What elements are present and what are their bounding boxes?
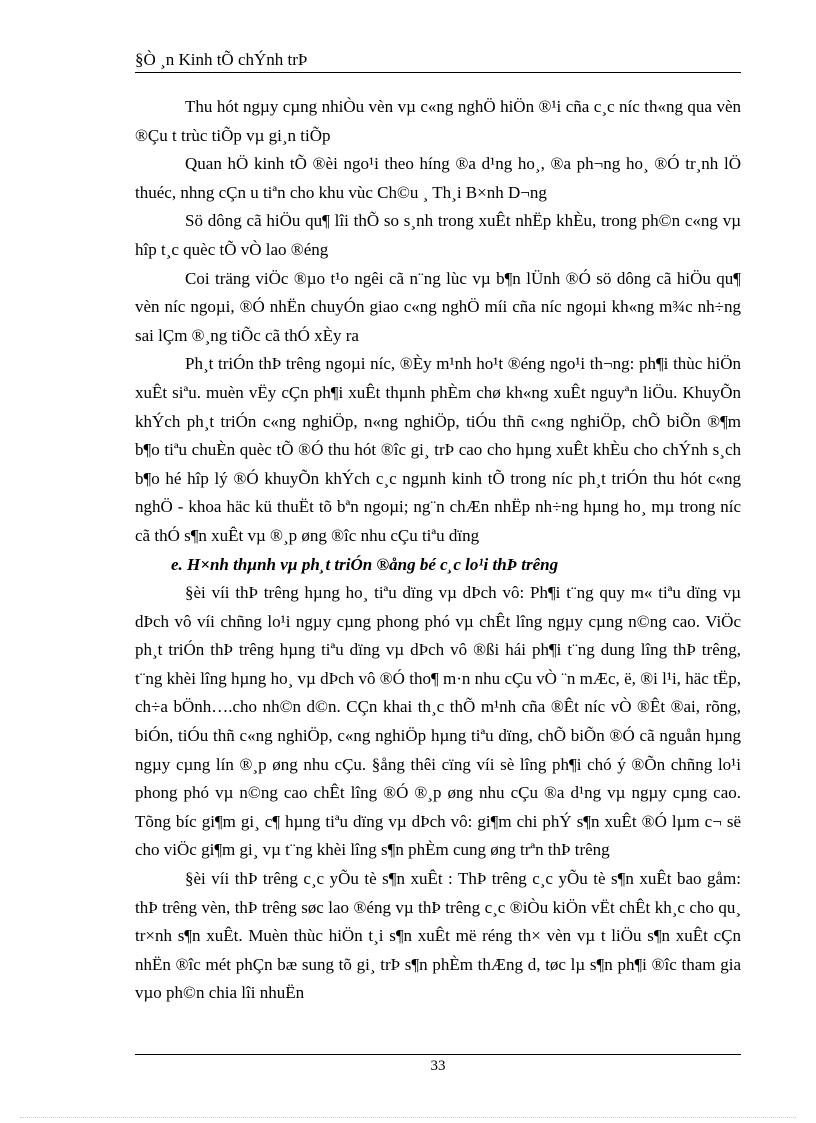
paragraph-1: Thu hót ngµy cµng nhiÒu vèn vµ c«ng nghÖ hiÖn ®¹i cña c¸c níc th«ng qua vèn ®Çu t trùc tiÕp vµ gi¸n tiÕp [135,97,741,145]
paragraph-5: Ph¸t triÓn thÞ trêng ngoµi níc, ®Èy m¹nh ho¹t ®éng ngo¹i th¬ng: ph¶i thùc hiÖn xuÊt siªu. muèn vËy cÇn ph¶i xuÊt thµnh phÈm chø kh«ng xuÊt nguyªn liÖu. KhuyÕn khÝch ph¸t triÓn c«ng nghiÖp, n«ng nghiÖp, tiÓu thñ c«ng nghiÖp, chÕ biÕn ®¶m b¶o tiªu chuÈn quèc tÕ ®Ó thu hót ®îc gi¸ trÞ cao cho hµng xuÊt khÈu cho chÝnh s¸ch b¶o hé hîp lý ®Ó khuyÕn khÝch c¸c ngµnh kinh tÕ trong níc ph¸t triÓn thu hót c«ng nghÖ - khoa häc kü thuËt tõ bªn ngoµi; ng¨n chÆn nhËp nh÷ng hµng ho¸ mµ trong níc cã thÓ s¶n xuÊt vµ ®¸p øng ®îc nhu cÇu tiªu dïng [135,354,741,545]
page-bottom-edge [20,1117,796,1118]
paragraph-6: §èi víi thÞ trêng hµng ho¸ tiªu dïng vµ dÞch vô: Ph¶i t¨ng quy m« tiªu dïng vµ dÞch vô víi chñng lo¹i ngµy cµng phong phó vµ chÊt lîng ngµy cµng n©ng cao. ViÖc ph¸t triÓn thÞ trêng hµng tiªu dïng vµ dÞch vô ®ßi hái ph¶i t¨ng dung lîng thÞ trêng, t¨ng khèi lîng hµng ho¸ vµ dÞch vô ®Ó tho¶ m·n nhu cÇu vÒ ¨n mÆc, ë, ®i l¹i, häc tËp, ch÷a bÖnh….cho nh©n d©n. CÇn khai th¸c thÕ m¹nh cña ®Êt níc vÒ ®Êt ®ai, rõng, biÓn, tiÓu thñ c«ng nghiÖp, c«ng nghiÖp hµng tiªu dïng, chÕ biÕn ®Ó cã nguån hµng ngµy cµng lín ®¸p øng nhu cÇu. §ång thêi cïng víi sè lîng ph¶i chó ý ®Õn chñng lo¹i phong phó vµ n©ng cao chÊt lîng ®Ó ®¸p øng nhu cÇu ®a d¹ng vµ ngµy cµng cao. Tõng bíc gi¶m gi¸ c¶ hµng tiªu dïng vµ dÞch vô: gi¶m chi phÝ s¶n xuÊt ®Ó lµm c¬ së cho viÖc gi¶m gi¸ vµ t¨ng khèi lîng s¶n phÈm cung øng trªn thÞ trêng [135,583,741,860]
section-heading: e. H×nh thµnh vµ ph¸t triÓn ®ång bé c¸c lo¹i thÞ trêng [171,554,559,574]
header-divider [135,72,741,73]
paragraph-3: Sö dông cã hiÖu qu¶ lîi thÕ so s¸nh trong xuÊt nhËp khÈu, trong ph©n c«ng vµ hîp t¸c quèc tÕ vÒ lao ®éng [135,211,741,259]
running-header: §Ò ¸n Kinh tÕ chÝnh trÞ [135,50,308,69]
paragraph-2: Quan hÖ kinh tÕ ®èi ngo¹i theo híng ®a d¹ng ho¸, ®a ph¬ng ho¸ ®Ó tr¸nh lÖ thuéc, nhng cÇn u tiªn cho khu vùc Ch©u ¸ Th¸i B×nh D¬ng [135,154,741,202]
document-body [135,93,741,1008]
page-number: 33 [430,1058,446,1074]
paragraph-7: §èi víi thÞ trêng c¸c yÕu tè s¶n xuÊt : ThÞ trêng c¸c yÕu tè s¶n xuÊt bao gåm: thÞ trêng vèn, thÞ trêng søc lao ®éng vµ thÞ trêng c¸c ®iÒu kiÖn vËt chÊt kh¸c cho qu¸ tr×nh s¶n xuÊt. Muèn thùc hiÖn t¸i s¶n xuÊt më réng th× vèn vµ t liÖu s¶n xuÊt cÇn nhËn ®îc mét phÇn bæ sung tõ gi¸ trÞ s¶n phÈm thÆng d, tøc lµ s¶n ph¶i ®îc tham gia vµo ph©n chia lîi nhuËn [135,869,741,1003]
footer-divider [135,1054,741,1055]
paragraph-4: Coi träng viÖc ®µo t¹o ngêi cã n¨ng lùc vµ b¶n lÜnh ®Ó sö dông cã hiÖu qu¶ vèn níc ngoµi, ®Ó nhËn chuyÓn giao c«ng nghÖ míi cña níc ngoµi kh«ng m¾c nh÷ng sai lÇm ®¸ng tiÕc cã thÓ xÈy ra [135,268,741,345]
